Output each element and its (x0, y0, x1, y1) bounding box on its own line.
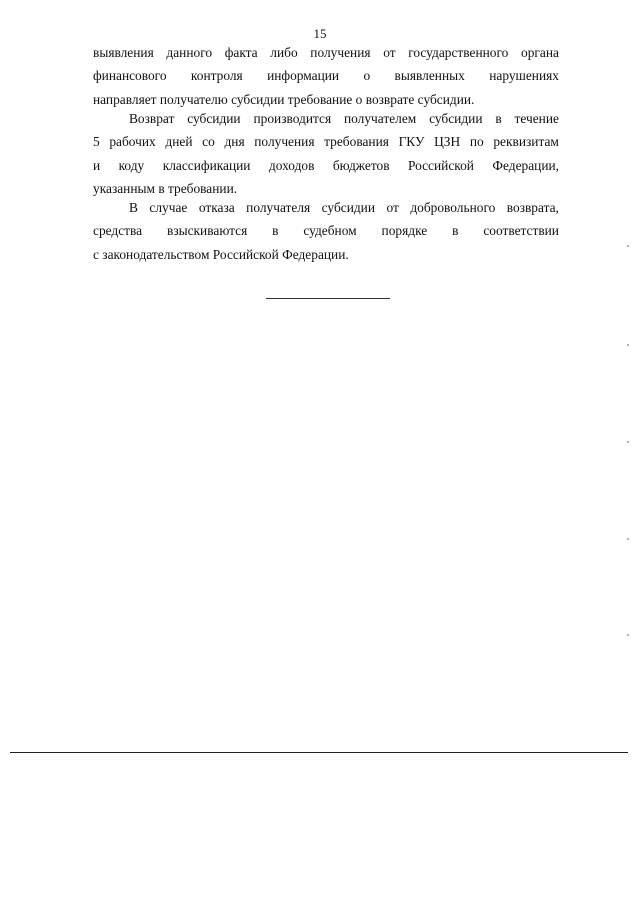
word: получения (310, 45, 371, 60)
word: информации (267, 68, 340, 84)
word: дней (165, 134, 193, 150)
word: порядке (381, 223, 428, 239)
word: в (452, 223, 459, 239)
word: выявления (93, 45, 154, 60)
word: случае (149, 200, 188, 215)
paragraph-1 (93, 41, 559, 111)
word: данного (166, 45, 213, 60)
paragraph-2-line-2 (93, 130, 559, 153)
word: классификации (162, 157, 251, 173)
word: возврата, (506, 200, 559, 215)
word: течение (514, 111, 559, 126)
word: от (383, 45, 396, 60)
word: органа (521, 45, 559, 60)
word: со (202, 134, 215, 150)
scan-speck (627, 634, 629, 636)
scan-speck (627, 441, 629, 443)
word: Российской (407, 157, 474, 173)
paragraph-2 (93, 107, 559, 201)
paragraph-3 (93, 196, 559, 266)
word: рабочих (109, 134, 156, 150)
word: средства (93, 223, 143, 239)
paragraph-3-line-2 (93, 219, 559, 242)
word: реквизитам (493, 134, 559, 150)
word: либо (270, 45, 298, 60)
word: отказа (198, 200, 235, 215)
word: по (469, 134, 484, 150)
word: в (495, 111, 502, 126)
word: ГКУ (398, 134, 425, 150)
scan-speck (627, 245, 629, 247)
word: субсидии (187, 111, 241, 126)
scan-speck (627, 344, 629, 346)
word: бюджетов (332, 157, 390, 173)
word: нарушениях (489, 68, 559, 84)
word: доходов (268, 157, 315, 173)
word: факта (224, 45, 258, 60)
paragraph-2-line-1 (93, 107, 559, 130)
paragraph-2-line-4: указанным в требовании. (93, 181, 238, 197)
word: соответствии (483, 223, 559, 239)
word: судебном (303, 223, 357, 239)
word: Возврат (129, 111, 175, 126)
word: Федерации, (492, 157, 559, 173)
page-number: 15 (313, 26, 327, 41)
word: и (93, 157, 101, 173)
word: производится (253, 111, 332, 126)
word: контроля (190, 68, 243, 84)
word: В (129, 200, 138, 215)
word: субсидии (429, 111, 483, 126)
word: получателя (246, 200, 311, 215)
paragraph-3-line-1 (93, 196, 559, 219)
word: о (363, 68, 371, 84)
word: коду (118, 157, 145, 173)
word: государственного (408, 45, 509, 60)
word: добровольного (410, 200, 496, 215)
scan-speck (627, 538, 629, 540)
paragraph-3-line-3: с законодательством Российской Федерации. (93, 246, 349, 262)
paragraph-1-line-3: направляет получателю субсидии требование о возврате субсидии. (93, 91, 475, 107)
scan-bottom-rule (10, 752, 628, 753)
word: получателем (343, 111, 417, 126)
word: 5 (93, 134, 100, 150)
word: дня (224, 134, 245, 150)
end-of-text-rule (266, 298, 390, 299)
word: требования (324, 134, 389, 150)
word: ЦЗН (434, 134, 461, 150)
word: взыскиваются (167, 223, 248, 239)
word: субсидии (321, 200, 376, 215)
word: выявленных (394, 68, 465, 84)
word: получения (254, 134, 315, 150)
paragraph-1-line-1 (93, 41, 559, 64)
word: финансового (93, 68, 167, 84)
word: в (272, 223, 279, 239)
paragraph-1-line-2 (93, 64, 559, 87)
paragraph-2-line-3 (93, 154, 559, 177)
word: от (386, 200, 399, 215)
